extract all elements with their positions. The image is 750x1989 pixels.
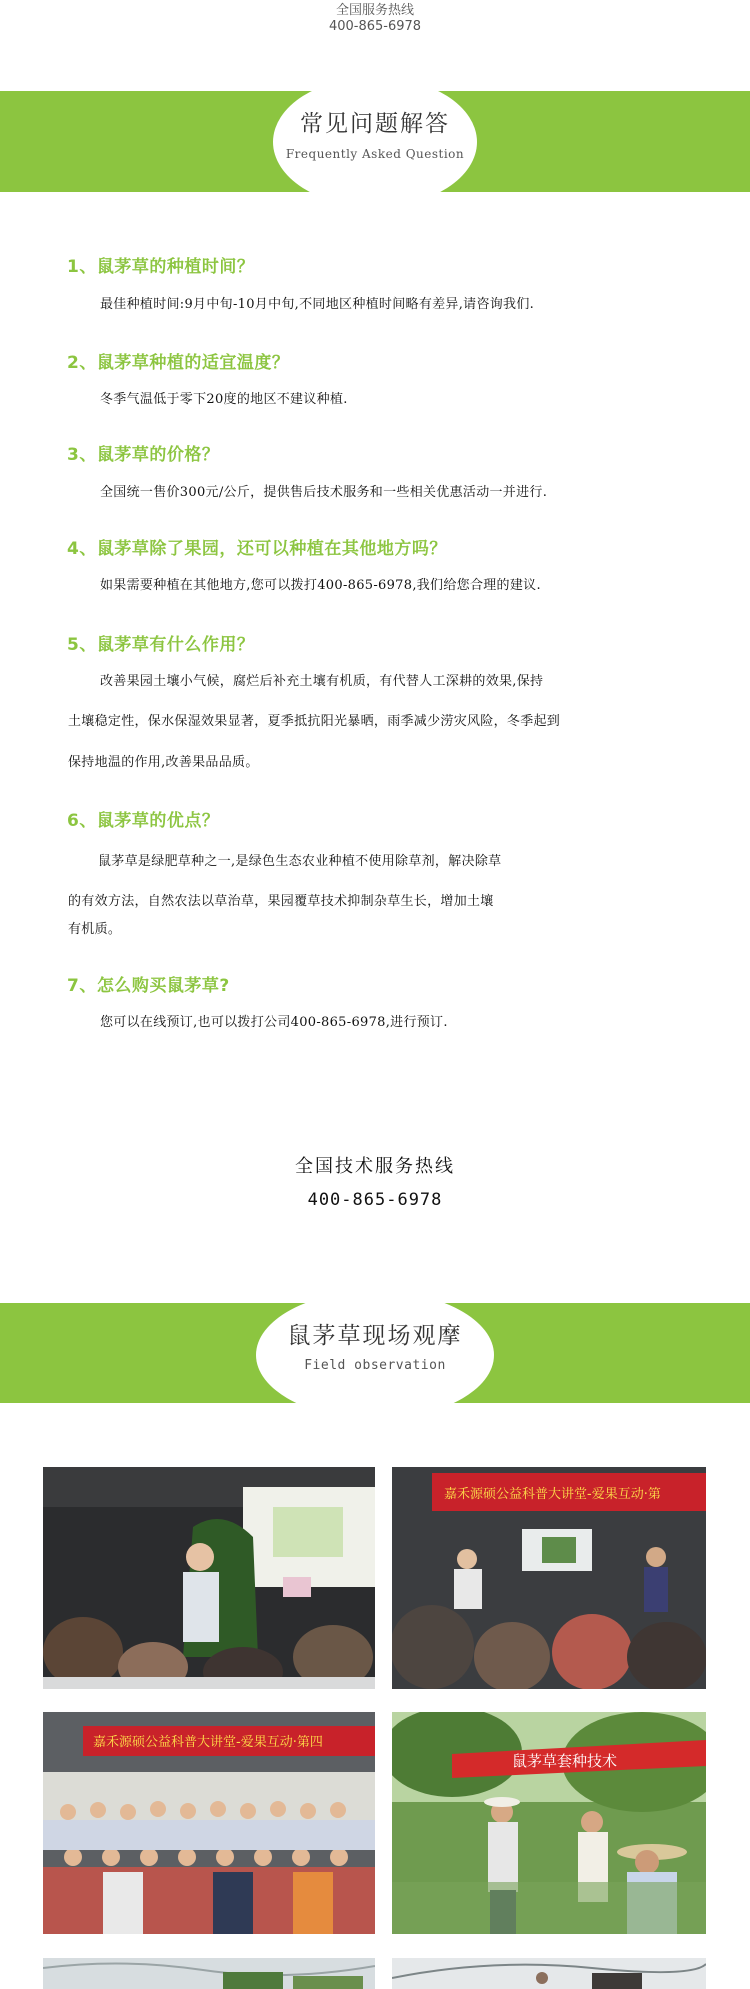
orchard-training-photo — [392, 1712, 706, 1934]
top-hotline-label: 全国服务热线 — [335, 3, 414, 18]
faq-question-3: 3、鼠茅草的价格？ — [67, 445, 220, 465]
faq-answer-1: 最佳种植时间:9月中旬-10月中旬,不同地区种植时间略有差异,请咨询我们. — [100, 297, 535, 312]
faq-answer-6-line-3: 有机质。 — [68, 922, 122, 937]
group-photo — [43, 1712, 375, 1934]
greenhouse-photo-left — [43, 1958, 375, 1989]
faq-answer-7: 您可以在线预订,也可以拨打公司400-865-6978,进行预订. — [100, 1015, 448, 1030]
faq-question-1: 1、鼠茅草的种植时间？ — [67, 257, 255, 277]
faq-question-2: 2、鼠茅草种植的适宜温度？ — [67, 353, 290, 373]
faq-answer-5-line-3: 保持地温的作用,改善果品品质。 — [68, 755, 259, 770]
faq-subtitle: Frequently Asked Question — [285, 147, 465, 161]
field-header-badge — [256, 1291, 494, 1419]
field-title: 鼠茅草现场观摩 — [287, 1323, 463, 1349]
orchard-banner-text: 鼠茅草套种技术 — [512, 1752, 618, 1770]
faq-title: 常见问题解答 — [300, 111, 450, 137]
top-hotline-number[interactable]: 400-865-6978 — [328, 19, 422, 34]
faq-answer-5-line-1: 改善果园土壤小气候，腐烂后补充土壤有机质，有代替人工深耕的效果,保持 — [100, 674, 544, 689]
faq-answer-5-line-2: 土壤稳定性，保水保湿效果显著，夏季抵抗阳光暴晒，雨季减少涝灾风险，冬季起到 — [68, 714, 561, 729]
faq-answer-6-line-2: 的有效方法，自然农法以草治草，果园覆草技术抑制杂草生长，增加土壤 — [68, 894, 494, 909]
lecture-speaker-photo — [43, 1467, 375, 1689]
tech-hotline-number[interactable]: 400-865-6978 — [307, 1190, 443, 1210]
faq-answer-3: 全国统一售价300元/公斤，提供售后技术服务和一些相关优惠活动一并进行. — [100, 485, 548, 500]
group-banner-text: 嘉禾源硕公益科普大讲堂-爱果互动·第四 — [93, 1735, 323, 1750]
field-header-band — [0, 1303, 750, 1403]
faq-answer-4: 如果需要种植在其他地方,您可以拨打400-865-6978,我们给您合理的建议. — [100, 578, 541, 593]
field-subtitle: Field observation — [304, 1358, 446, 1373]
lecture-hall-photo — [392, 1467, 706, 1689]
faq-answer-6-line-1: 鼠茅草是绿肥草种之一,是绿色生态农业种植不使用除草剂，解决除草 — [98, 854, 502, 869]
faq-answer-2: 冬季气温低于零下20度的地区不建议种植. — [100, 392, 348, 407]
faq-header-badge — [273, 77, 477, 207]
faq-question-6: 6、鼠茅草的优点？ — [67, 811, 220, 831]
faq-question-5: 5、鼠茅草有什么作用？ — [67, 635, 255, 655]
tech-hotline-label: 全国技术服务热线 — [295, 1156, 455, 1177]
faq-header-band — [0, 91, 750, 192]
lecture-hall-banner-text: 嘉禾源硕公益科普大讲堂-爱果互动·第 — [444, 1487, 661, 1502]
faq-question-4: 4、鼠茅草除了果园，还可以种植在其他地方吗？ — [67, 539, 447, 559]
greenhouse-photo-right — [392, 1958, 706, 1989]
faq-question-7: 7、怎么购买鼠茅草? — [67, 976, 230, 996]
